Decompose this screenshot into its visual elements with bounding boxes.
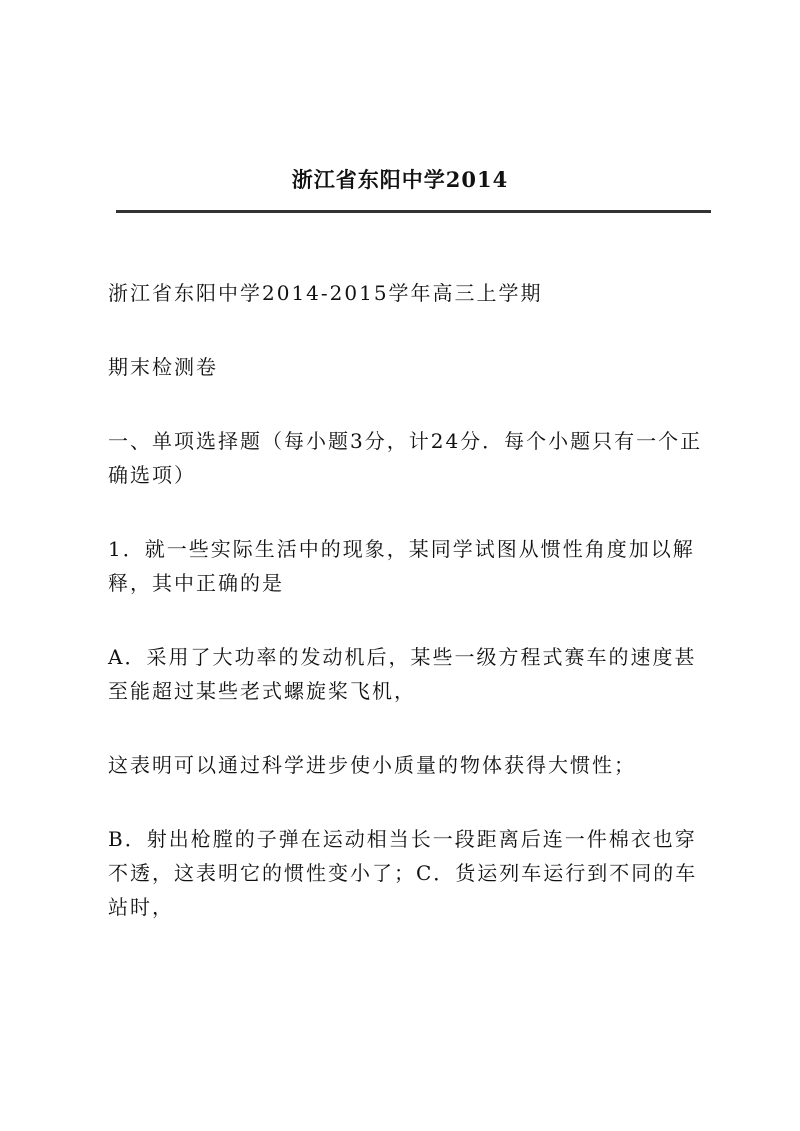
question-1: 1．就一些实际生活中的现象，某同学试图从惯性角度加以解释，其中正确的是 (108, 537, 695, 595)
section-heading: 一、单项选择题（每小题3分，计24分．每个小题只有一个正确选项） (108, 429, 703, 487)
page-title: 浙江省东阳中学2014 (291, 167, 509, 192)
header-divider (116, 210, 711, 213)
option-a-continued: 这表明可以通过科学进步使小质量的物体获得大惯性； (108, 753, 636, 777)
document-body (108, 276, 708, 964)
exam-subtitle-line: 期末检测卷 (108, 355, 218, 379)
exam-title-line: 浙江省东阳中学2014-2015学年高三上学期 (108, 281, 543, 305)
option-b-c: B．射出枪膛的子弹在运动相当长一段距离后连一件棉衣也穿不透，这表明它的惯性变小了；C．货运列车运行到不同的车站时， (108, 827, 698, 919)
option-a: A．采用了大功率的发动机后，某些一级方程式赛车的速度甚至能超过某些老式螺旋桨飞机， (108, 645, 697, 703)
